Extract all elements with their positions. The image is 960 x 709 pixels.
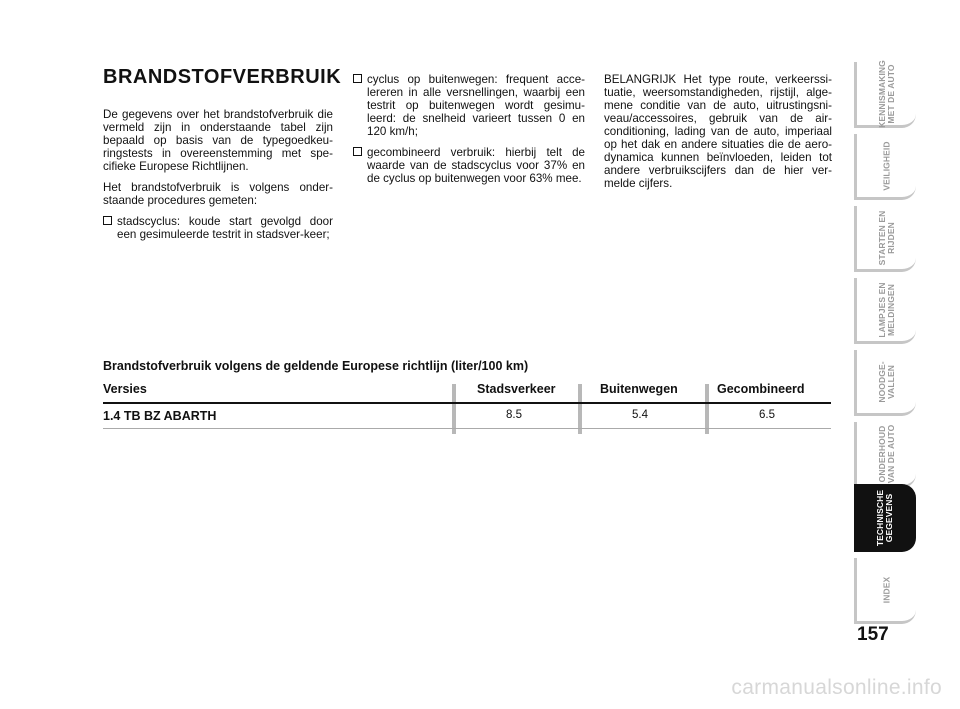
procedure-paragraph: Het brandstofverbruik is volgens onder-staande procedures gemeten: [103, 181, 333, 207]
table-bottom-rule [103, 428, 831, 429]
bullet-city-cycle-text: stadscyclus: koude start gevolgd door een gesimuleerde testrit in stadsver-keer; [117, 215, 333, 241]
tab-label: TECHNISCHE GEGEVENS [875, 489, 894, 547]
intro-paragraph: De gegevens over het brandstofverbruik die vermeld zijn in onderstaande tabel zijn bepaald op basis van de typegoedkeu-ringstests in overeenstemming met spe-cifieke Europese Richtlijnen. [103, 108, 333, 173]
table-caption: Brandstofverbruik volgens de geldende Europese richtlijn (liter/100 km) [103, 359, 529, 373]
tab-onderhoud[interactable] [854, 422, 916, 488]
bullet-combined-text: gecombineerd verbruik: hierbij telt de waarde van de stadscyclus voor 37% en de cyclus op buitenwegen voor 63% mee. [367, 146, 585, 185]
tab-lampjes-en-meldingen[interactable] [854, 278, 916, 344]
bullet-highway-cycle-text: cyclus op buitenwegen: frequent acce-lereren in alle versnellingen, waarbij een testrit op buitenwegen wordt gesimu-leerd: de snelheid varieert tussen 0 en 120 km/h; [367, 73, 585, 138]
watermark: carmanualsonline.info [731, 676, 942, 699]
text-column-1 [103, 108, 333, 249]
text-column-3 [604, 73, 832, 198]
tab-label: STARTEN EN RIJDEN [876, 210, 896, 265]
tab-label: KENNISMAKING MET DE AUTO [876, 59, 896, 128]
header-versions: Versies [103, 382, 147, 396]
checkbox-bullet-icon [353, 74, 362, 83]
section-title: BRANDSTOFVERBRUIK [103, 66, 342, 88]
tab-starten-en-rijden[interactable] [854, 206, 916, 272]
table-top-rule [103, 402, 831, 404]
tab-noodgevallen[interactable] [854, 350, 916, 416]
bullet-highway-cycle [353, 73, 585, 138]
checkbox-bullet-icon [103, 216, 112, 225]
row-city-value: 8.5 [506, 409, 522, 421]
tab-label: ONDERHOUD VAN DE AUTO [876, 424, 896, 483]
table-row [103, 409, 831, 427]
header-city: Stadsverkeer [477, 382, 556, 396]
header-highway: Buitenwegen [600, 382, 678, 396]
header-combined: Gecombineerd [717, 382, 805, 396]
row-highway-value: 5.4 [632, 409, 648, 421]
tab-kennismaking[interactable] [854, 59, 916, 128]
checkbox-bullet-icon [353, 147, 362, 156]
row-combined-value: 6.5 [759, 409, 775, 421]
table-header [103, 382, 831, 402]
tab-veiligheid[interactable] [854, 134, 916, 200]
important-note: BELANGRIJK Het type route, verkeerssi-tuatie, weersomstandigheden, rijstijl, alge-mene conditie van de auto, uitrustingsni-veau/accessoires, gebruik van de air-conditioning, lading van de auto, imperiaal op het dak en andere situaties die de aero-dynamica kunnen beïnvloeden, leiden tot andere verbruikscijfers dan de hier ver-melde cijfers. [604, 73, 832, 190]
text-column-2 [353, 73, 585, 193]
page-number: 157 [857, 624, 889, 645]
tab-technische-gegevens[interactable] [854, 484, 916, 552]
tab-index[interactable] [854, 558, 916, 624]
tab-label: VEILIGHEID [881, 140, 891, 191]
bullet-city-cycle [103, 215, 333, 241]
tab-label: INDEX [881, 576, 891, 603]
row-version: 1.4 TB BZ ABARTH [103, 409, 217, 423]
bullet-combined [353, 146, 585, 185]
tab-label: NOODGE- VALLEN [876, 360, 896, 403]
tab-label: LAMPJES EN MELDINGEN [876, 281, 896, 338]
